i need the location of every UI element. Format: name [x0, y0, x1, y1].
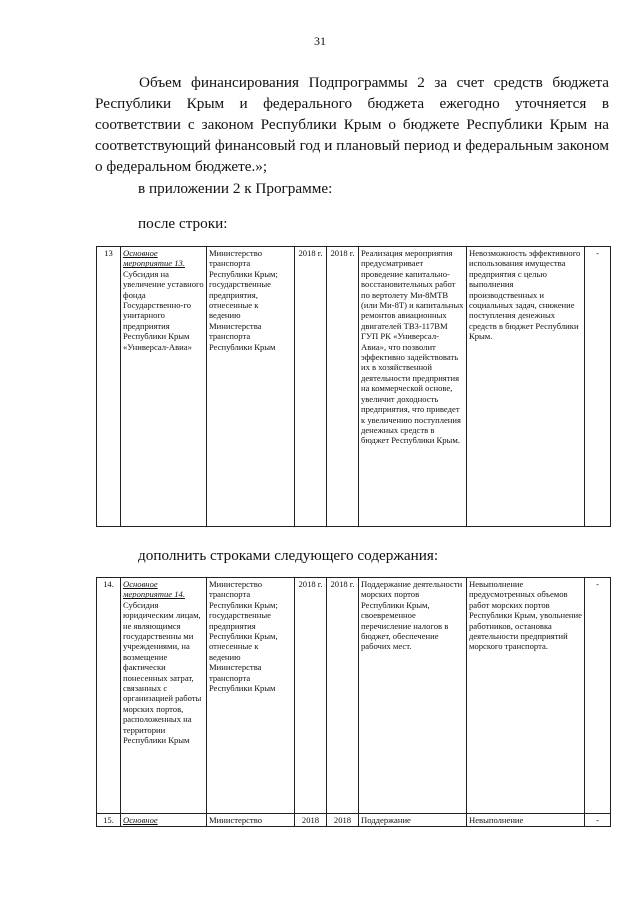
start-year-cell: 2018: [295, 814, 327, 827]
table-before: [96, 246, 611, 527]
event-label: Основное: [123, 815, 158, 825]
event-cell: [121, 247, 207, 527]
start-year-cell: 2018 г.: [295, 247, 327, 527]
end-year-cell: 2018: [327, 814, 359, 827]
end-year-cell: 2018 г.: [327, 578, 359, 814]
event-label: Основное мероприятие 14.: [123, 579, 185, 600]
consequence-cell: Невозможность эффективного использования имущества предприятия с целью выполнения производственных и социальных задач, снижение поступления денежных средств в бюджет Республики Крым.: [467, 247, 585, 527]
event-label: Основное мероприятие 13.: [123, 248, 185, 269]
start-year-cell: 2018 г.: [295, 578, 327, 814]
event-cell: [121, 814, 207, 827]
event-text: Субсидия на увеличение уставного фонда Государственно-го унитарного предприятия Республики Крым «Универсал-Авиа»: [123, 268, 204, 352]
event-text: Субсидия юридическим лицам, не являющимся государственны ми учреждениями, на возмещение фактически понесенных затрат, связанных с организацией работы морских портов, расположенных на территории Республики Крым: [123, 599, 202, 746]
event-cell: [121, 578, 207, 814]
end-year-cell: 2018 г.: [327, 247, 359, 527]
page-number: 31: [314, 34, 326, 48]
row-number: 15.: [97, 814, 121, 827]
result-cell: Поддержание деятельности морских портов Республики Крым, своевременное перечисление налогов в бюджет, обеспечение рабочих мест.: [359, 578, 467, 814]
executor-cell: Министерство транспорта Республики Крым; государственные предприятия Республики Крым, отнесенные к ведению Министерства транспорта Республики Крым: [207, 578, 295, 814]
row-number: 13: [97, 247, 121, 527]
add-rows-line: дополнить строками следующего содержания:: [138, 547, 439, 564]
table-row: [97, 578, 611, 814]
row-number: 14.: [97, 578, 121, 814]
mark-cell: -: [585, 814, 611, 827]
consequence-cell: Невыполнение предусмотренных объемов работ морских портов Республики Крым, увольнение работников, остановка деятельности предприятий морского транспорта.: [467, 578, 585, 814]
mark-cell: -: [585, 247, 611, 527]
consequence-cell: Невыполнение: [467, 814, 585, 827]
result-cell: Поддержание: [359, 814, 467, 827]
executor-cell: Министерство: [207, 814, 295, 827]
table-added: [96, 577, 611, 827]
after-row-line: после строки:: [138, 215, 228, 232]
intro-paragraph: Объем финансирования Подпрограммы 2 за счет средств бюджета Республики Крым и федерального бюджета ежегодно уточняется в соответствии с законом Республики Крым о бюджете Республики Крым на соответствующий финансовый год и плановый период и федеральным законом о федеральном бюджете.»;: [95, 74, 609, 175]
table-row: [97, 814, 611, 827]
mark-cell: -: [585, 578, 611, 814]
result-cell: Реализация мероприятия предусматривает проведение капитально-восстановительных работ по вертолету Ми-8МТВ (или Ми-8Т) и капитальных ремонтов авиационных двигателей ТВ3-117ВМ ГУП РК «Универсал-Авиа», что позволит эффективно задействовать их в хозяйственной деятельности предприятия на коммерческой основе, увеличит доходность предприятия, что приведет к увеличению поступления денежных средств в бюджет Республики Крым.: [359, 247, 467, 527]
appendix-line: в приложении 2 к Программе:: [138, 180, 333, 197]
executor-cell: Министерство транспорта Республики Крым; государственные предприятия, отнесенные к ведению Министерства транспорта Республики Крым: [207, 247, 295, 527]
table-row: [97, 247, 611, 527]
